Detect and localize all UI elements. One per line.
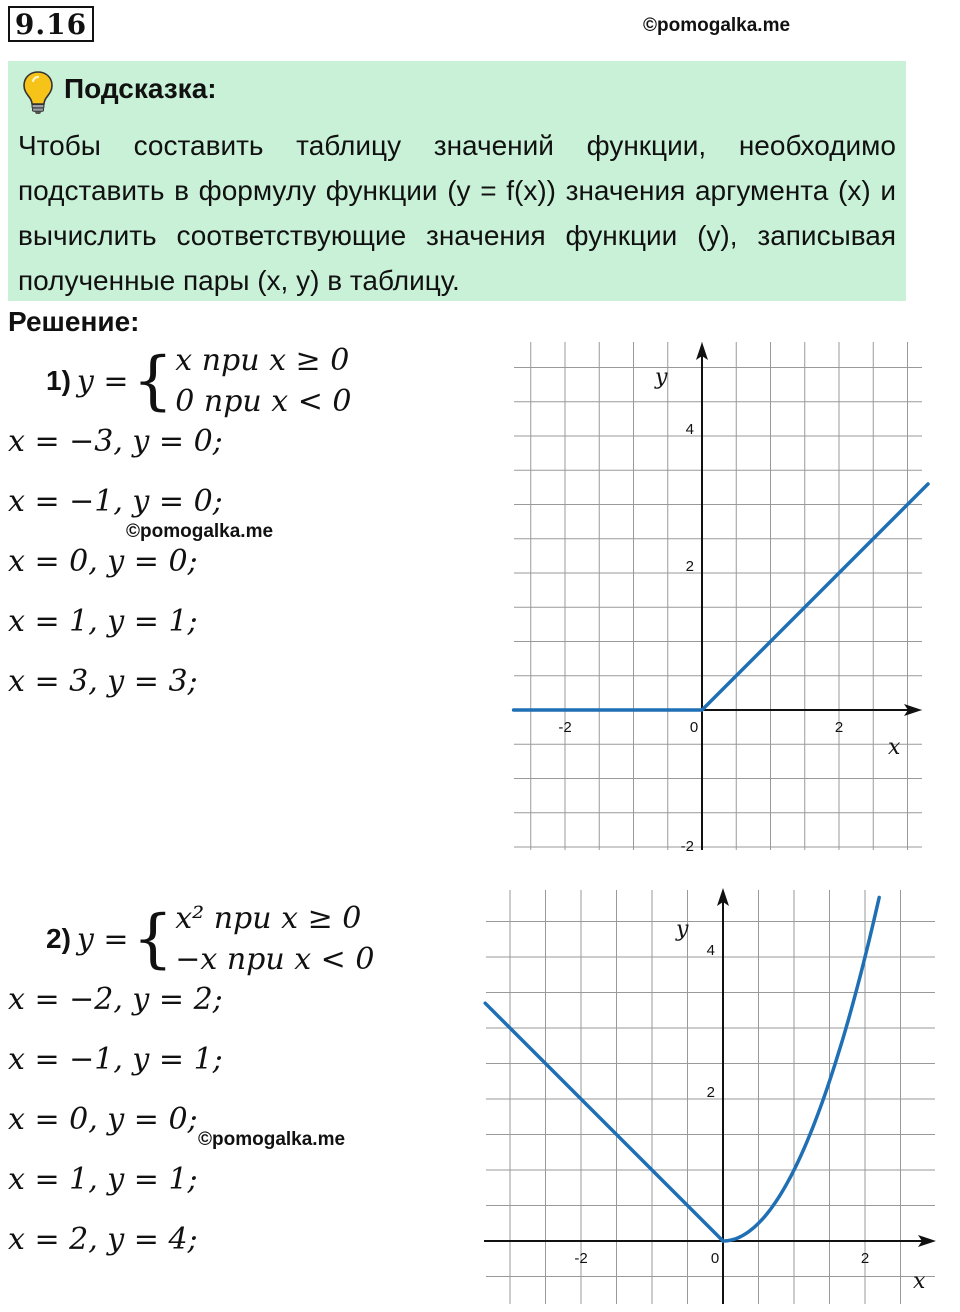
formula-piece: 0 при x < 0 [175,384,352,419]
grid [514,342,922,850]
formula-piece: x² при x ≥ 0 [175,901,362,936]
calc-line: x = −3, y = 0; [8,424,223,459]
case-number: 1) [46,365,71,396]
task-number: 9.16 [8,6,94,42]
y-tick-label: 2 [685,558,694,575]
y-tick-label: 4 [685,421,694,438]
calc-line: x = −1, y = 1; [8,1042,223,1077]
x-tick-label: 0 [710,1250,720,1267]
calc-line: x = 3, y = 3; [8,664,198,699]
hint-box [8,61,906,301]
x-tick-label: 2 [834,719,844,736]
formula-piece: −x при x < 0 [175,942,375,977]
calc-line: x = 0, y = 0; [8,544,198,579]
calc-line: x = 1, y = 1; [8,1162,198,1197]
hint-text: Чтобы составить таблицу значений функции, необходимо подставить в формулу функции (y = f(x)) значения аргумента (x) и вычислить соответствующие значения функции (y), записывая полученные пары (x, y) в таблицу. [18,130,896,296]
y-tick-label: 2 [706,1084,715,1101]
y-axis-label: y [655,365,668,390]
brace: { [132,902,174,976]
y-tick-label: -2 [680,838,694,855]
formula-lhs: y = [76,363,129,399]
lightbulb-icon [20,69,56,115]
solution-title: Решение: [8,306,140,337]
calc-line: x = −2, y = 2; [8,982,223,1017]
graph-2 [480,884,940,1306]
hint-title: Подсказка: [64,73,217,104]
watermark: ©pomogalka.me [198,1129,346,1150]
x-axis-label: x [888,735,901,760]
case-1-formula [46,340,351,422]
x-axis-label: x [913,1269,926,1294]
watermark: ©pomogalka.me [643,15,791,36]
graph-1 [480,336,940,856]
function-curve [723,897,879,1241]
y-axis-label: y [676,917,689,942]
watermark: ©pomogalka.me [126,521,274,542]
calc-line: x = −1, y = 0; [8,484,223,519]
x-tick-label: 2 [860,1250,870,1267]
formula-piece: x при x ≥ 0 [175,343,350,378]
x-tick-label: 0 [689,719,699,736]
case-number: 2) [46,923,71,954]
formula-lhs: y = [76,921,129,957]
y-tick-label: 4 [706,942,715,959]
calc-line: x = 2, y = 4; [8,1222,198,1257]
case-2-formula [46,898,374,980]
calc-line: x = 1, y = 1; [8,604,198,639]
brace: { [132,344,174,418]
calc-line: x = 0, y = 0; [8,1102,198,1137]
x-tick-label: -2 [558,719,572,736]
x-tick-label: -2 [574,1250,588,1267]
